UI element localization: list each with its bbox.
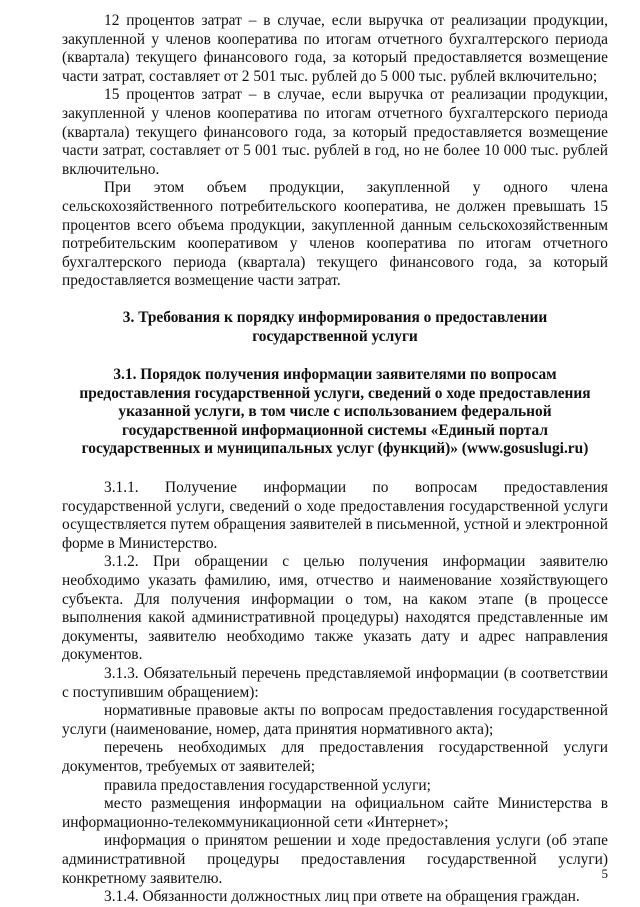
paragraph-3-1-2: 3.1.2. При обращении с целью получения информации заявителю необходимо указать фамилию, имя, отчество и наименование хозяйствующего субъекта. Для получения информации о том, на каком этапе (в процессе выполнения какой административной процедуры) находятся представленные им документы, заявителю необходимо также указать дату и адрес направления документов.	[62, 553, 608, 664]
list-item-documents: перечень необходимых для предоставления государственной услуги документов, требуемых от заявителей;	[62, 739, 608, 775]
paragraph-3-1-3: 3.1.3. Обязательный перечень представляемой информации (в соответствии с поступившим обращением):	[62, 665, 608, 701]
paragraph-12-percent: 12 процентов затрат – в случае, если выручка от реализации продукции, закупленной у членов кооператива по итогам отчетного бухгалтерского периода (квартала) текущего финансового года, за который предоставляется возмещение части затрат, составляет от 2 501 тыс. рублей до 5 000 тыс. рублей включительно;	[62, 12, 608, 85]
paragraph-15-percent: 15 процентов затрат – в случае, если выручка от реализации продукции, закупленной у членов кооператива по итогам отчетного бухгалтерского периода (квартала) текущего финансового года, за который предоставляется возмещение части затрат, составляет от 5 001 тыс. рублей в год, но не более 10 000 тыс. рублей включительно.	[62, 86, 608, 178]
paragraph-volume-limit: При этом объем продукции, закупленной у одного члена сельскохозяйственного потребительского кооператива, не должен превышать 15 процентов всего объема продукции, закупленной данным сельскохозяйственным потребительским кооперативом у членов кооператива по итогам отчетного бухгалтерского периода (квартала) текущего финансового года, за который предоставляется возмещение части затрат.	[62, 179, 608, 290]
section-heading: 3. Требования к порядку информирования о предоставлении государственной услуги	[122, 308, 548, 345]
list-item-normative-acts: нормативные правовые акты по вопросам предоставления государственной услуги (наименование, номер, дата принятия нормативного акта);	[62, 702, 608, 738]
paragraph-3-1-4: 3.1.4. Обязанности должностных лиц при ответе на обращения граждан.	[104, 888, 580, 906]
list-item-decision-info: информация о принятом решении и ходе предоставления услуги (об этапе административной процедуры предоставления государственной услуги) конкретному заявителю.	[62, 832, 608, 887]
paragraph-3-1-1: 3.1.1. Получение информации по вопросам предоставления государственной услуги, сведений о ходе предоставления государственной услуги осуществляется путем обращения заявителей в письменной, устной и электронной форме в Министерство.	[62, 479, 608, 552]
page-number: 5	[601, 866, 608, 881]
subsection-heading: 3.1. Порядок получения информации заявителями по вопросам предоставления государственной услуги, сведений о ходе предоставления указанной услуги, в том числе с использованием федеральной государственной информационной системы «Единый портал государственных и муниципальных услуг (функций)» (www.gosuslugi.ru)	[79, 366, 591, 458]
list-item-rules: правила предоставления государственной услуги;	[104, 776, 431, 794]
list-item-website: место размещения информации на официальном сайте Министерства в информационно-телекоммуникационной сети «Интернет»;	[62, 795, 608, 831]
